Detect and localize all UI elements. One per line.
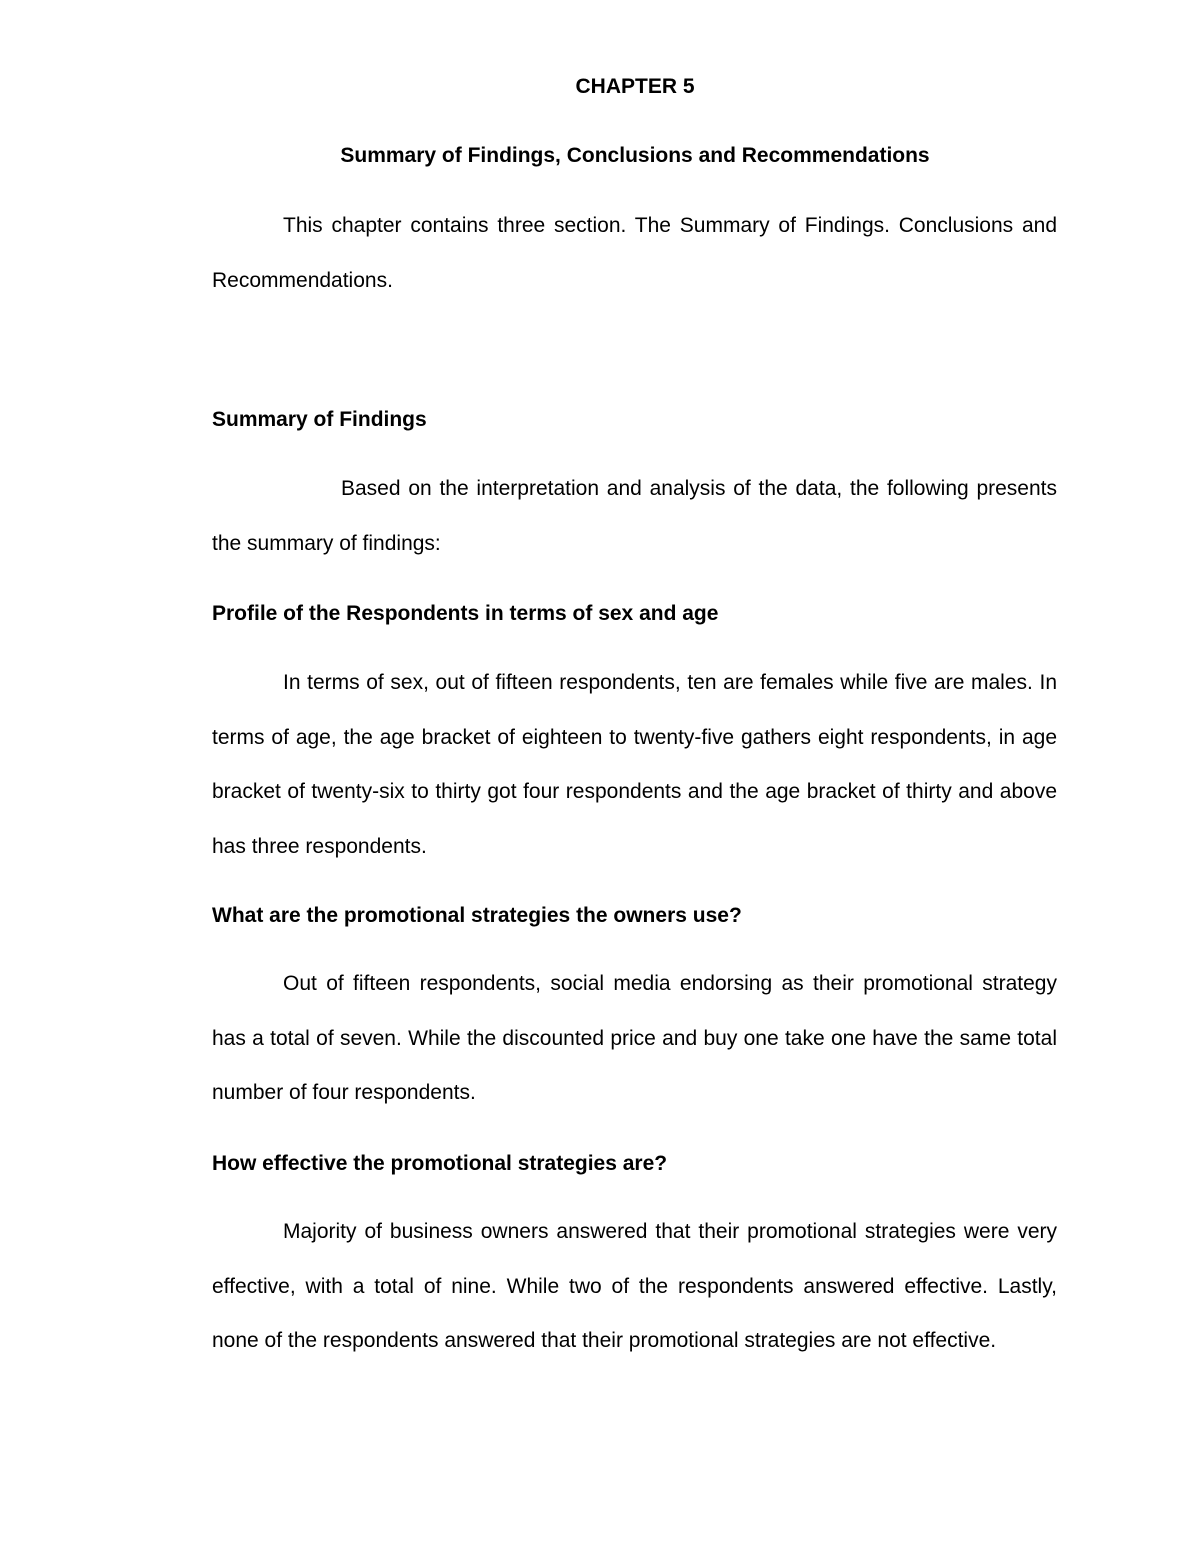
summary-intro: Based on the interpretation and analysis of the data, the following presents the summary of findings: — [212, 477, 1057, 555]
section-heading-profile: Profile of the Respondents in terms of sex and age — [212, 602, 719, 625]
section-body-strategies: Out of fifteen respondents, social media endorsing as their promotional strategy has a total of seven. While the discounted price and buy one take one have the same total number of four respondents. — [212, 972, 1057, 1104]
section-heading-strategies: What are the promotional strategies the owners use? — [212, 904, 742, 927]
chapter-title: Summary of Findings, Conclusions and Recommendations — [340, 144, 930, 167]
section-body-effectiveness: Majority of business owners answered that their promotional strategies were very effective, with a total of nine. While two of the respondents answered effective. Lastly, none of the respondents answered that their promotional strategies are not effective. — [212, 1220, 1057, 1352]
section-heading-effectiveness: How effective the promotional strategies are? — [212, 1152, 668, 1175]
section-body-profile: In terms of sex, out of fifteen respondents, ten are females while five are males. In terms of age, the age bracket of eighteen to twenty-five gathers eight respondents, in age bracket of twenty-six to thirty got four respondents and the age bracket of thirty and above has three respondents. — [212, 671, 1057, 858]
summary-heading: Summary of Findings — [212, 408, 427, 431]
chapter-intro: This chapter contains three section. The Summary of Findings. Conclusions and Recommendations. — [212, 214, 1057, 292]
chapter-number: CHAPTER 5 — [575, 75, 695, 98]
